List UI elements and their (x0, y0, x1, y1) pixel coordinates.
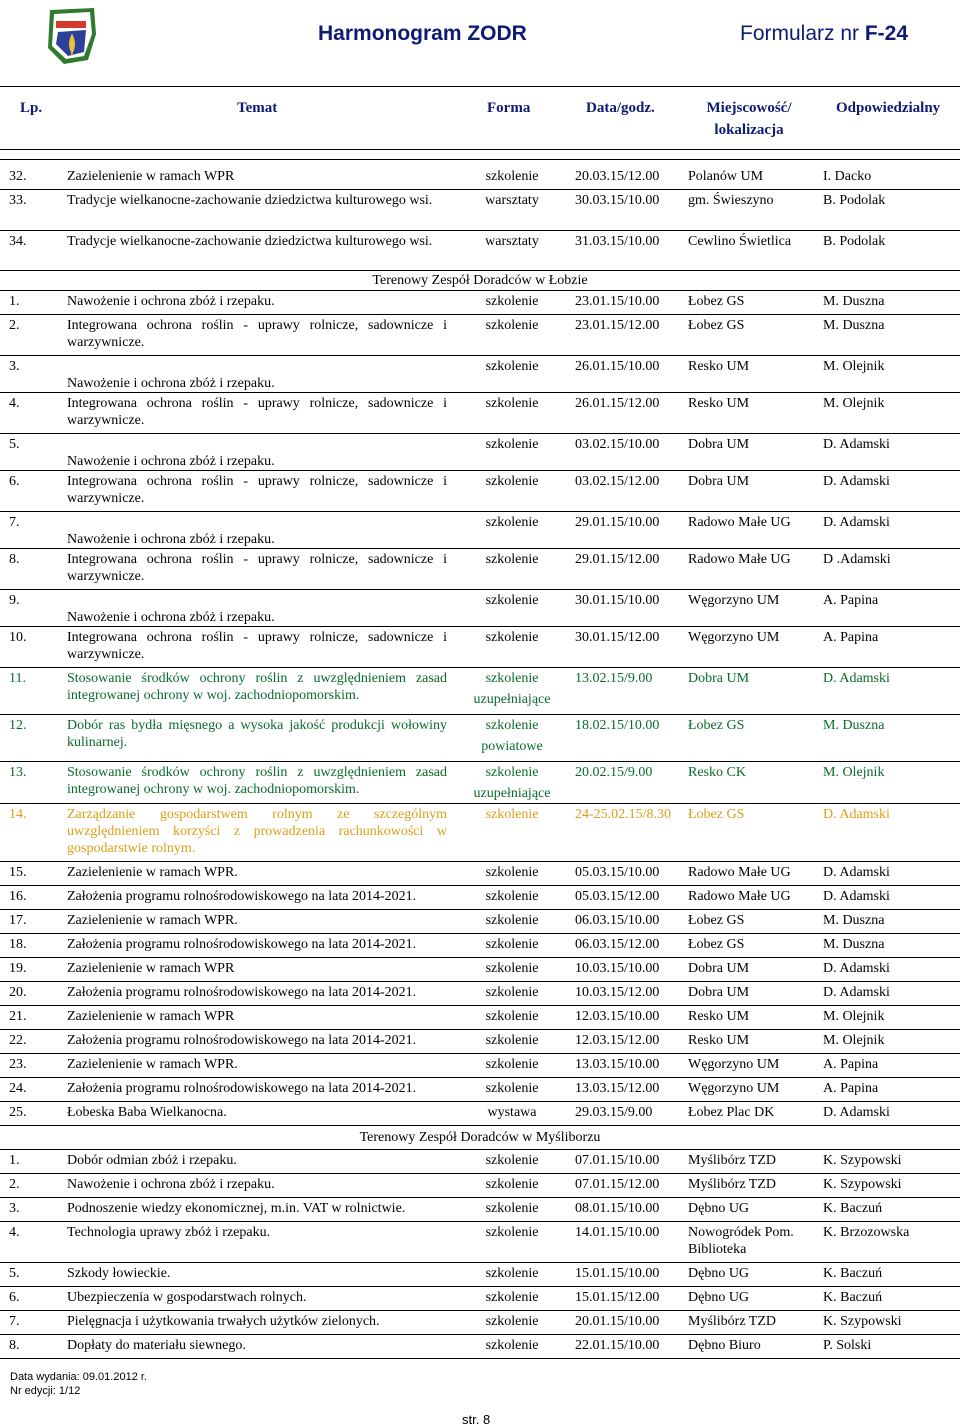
row-form: szkolenie (485, 1290, 539, 1305)
row-location: Myślibórz TZD (688, 1153, 777, 1168)
table-row (0, 512, 960, 549)
table-row (0, 291, 960, 315)
row-location: Dębno UG (688, 1266, 750, 1281)
row-topic: Integrowana ochrona roślin - uprawy rolnicze, sadownicze i warzywnicze. (67, 552, 447, 584)
row-topic: Pielęgnacja i użytkowania trwałych użytków zielonych. (67, 1314, 380, 1329)
row-topic: Zazielenienie w ramach WPR. (67, 865, 238, 880)
row-date: 05.03.15/12.00 (575, 889, 660, 904)
row-form: szkolenie (485, 515, 539, 530)
row-responsible: K. Baczuń (823, 1266, 883, 1281)
row-location: Nowogródek Pom. Biblioteka (688, 1225, 794, 1257)
table-row (0, 862, 960, 886)
table-row (0, 1287, 960, 1311)
row-lp: 6. (9, 474, 20, 489)
table-row (0, 590, 960, 627)
row-form: szkolenie (485, 865, 539, 880)
row-date: 03.02.15/12.00 (575, 474, 660, 489)
row-responsible: K. Szypowski (823, 1153, 902, 1168)
row-date: 29.01.15/10.00 (575, 515, 660, 530)
row-date: 29.03.15/9.00 (575, 1105, 653, 1120)
row-location: Węgorzyno UM (688, 1057, 780, 1072)
col-temat: Temat (237, 100, 278, 116)
row-location: Radowo Małe UG (688, 889, 791, 904)
row-date: 03.02.15/10.00 (575, 437, 660, 452)
row-form: szkolenie (485, 1201, 539, 1216)
row-lp: 17. (9, 913, 27, 928)
row-responsible: D. Adamski (823, 1105, 890, 1120)
row-lp: 33. (9, 193, 27, 208)
table-row (0, 434, 960, 471)
table-row (0, 934, 960, 958)
row-lp: 2. (9, 1177, 20, 1192)
row-lp: 5. (9, 437, 20, 452)
row-lp: 13. (9, 765, 27, 780)
row-location: Łobez GS (688, 937, 745, 952)
row-date: 13.02.15/9.00 (575, 671, 653, 686)
row-responsible: M. Duszna (823, 718, 885, 733)
row-location: Resko UM (688, 359, 750, 374)
section-heading-lobez: Terenowy Zespół Doradców w Łobzie (0, 271, 960, 291)
row-date: 10.03.15/10.00 (575, 961, 660, 976)
row-date: 13.03.15/12.00 (575, 1081, 660, 1096)
row-location: Dobra UM (688, 985, 750, 1000)
table-row (0, 166, 960, 190)
col-miejsce (704, 97, 794, 141)
table-row (0, 886, 960, 910)
row-topic: Zazielenienie w ramach WPR. (67, 1057, 238, 1072)
row-lp: 34. (9, 234, 27, 249)
row-responsible: M. Duszna (823, 913, 885, 928)
row-form: szkolenie (485, 1177, 539, 1192)
row-lp: 25. (9, 1105, 27, 1120)
row-lp: 10. (9, 630, 27, 645)
table-row (0, 715, 960, 762)
row-form: szkolenie (485, 913, 539, 928)
row-form: szkolenie uzupełniające (473, 671, 551, 707)
row-responsible: A. Papina (823, 1081, 879, 1096)
row-responsible: M. Olejnik (823, 359, 885, 374)
table-row (0, 1335, 960, 1359)
row-form: szkolenie (485, 593, 539, 608)
row-topic: Nawożenie i ochrona zbóż i rzepaku. (67, 610, 275, 625)
row-form: szkolenie (485, 937, 539, 952)
row-topic: Zazielenienie w ramach WPR. (67, 913, 238, 928)
row-form: warsztaty (485, 234, 539, 249)
col-miejsce-line2: lokalizacja (714, 122, 784, 138)
row-topic: Szkody łowieckie. (67, 1266, 171, 1281)
row-date: 12.03.15/12.00 (575, 1033, 660, 1048)
row-responsible: M. Duszna (823, 937, 885, 952)
row-date: 18.02.15/10.00 (575, 718, 660, 733)
table-row (0, 1030, 960, 1054)
row-form: szkolenie (485, 318, 539, 333)
row-lp: 8. (9, 1338, 20, 1353)
col-odp: Odpowiedzialny (836, 100, 941, 116)
form-code: F-24 (864, 22, 909, 45)
row-form: szkolenie powiatowe (481, 718, 543, 754)
row-form: szkolenie (485, 169, 539, 184)
table-row (0, 762, 960, 804)
row-topic: Dobór odmian zbóż i rzepaku. (67, 1153, 237, 1168)
header-spacer (0, 149, 960, 160)
row-date: 15.01.15/12.00 (575, 1290, 660, 1305)
table-row (0, 1078, 960, 1102)
page-header (0, 0, 960, 72)
row-location: Dobra UM (688, 474, 750, 489)
document-title: Harmonogram ZODR (318, 22, 527, 45)
row-location: Resko UM (688, 1033, 750, 1048)
row-topic: Zarządzanie gospodarstwem rolnym ze szczególnym uwzględnieniem korzyści z prowadzenia rachunkowości w gospodarstwie rolnym. (67, 807, 447, 856)
row-topic: Stosowanie środków ochrony roślin z uwzględnieniem zasad integrowanej ochrony w woj. zachodniopomorskim. (67, 765, 447, 797)
row-lp: 16. (9, 889, 27, 904)
row-date: 07.01.15/10.00 (575, 1153, 660, 1168)
row-responsible: M. Olejnik (823, 765, 885, 780)
row-topic: Założenia programu rolnośrodowiskowego na lata 2014-2021. (67, 889, 417, 904)
row-location: Węgorzyno UM (688, 630, 780, 645)
row-topic: Założenia programu rolnośrodowiskowego na lata 2014-2021. (67, 1081, 417, 1096)
row-lp: 23. (9, 1057, 27, 1072)
row-location: Myślibórz TZD (688, 1177, 777, 1192)
row-date: 06.03.15/12.00 (575, 937, 660, 952)
row-topic: Nawożenie i ochrona zbóż i rzepaku. (67, 454, 275, 469)
row-date: 29.01.15/12.00 (575, 552, 660, 567)
table-row (0, 356, 960, 393)
row-form: szkolenie (485, 474, 539, 489)
row-lp: 14. (9, 807, 27, 822)
row-responsible: A. Papina (823, 1057, 879, 1072)
col-data: Data/godz. (586, 100, 655, 116)
row-location: Dębno UG (688, 1201, 750, 1216)
row-responsible: K. Baczuń (823, 1290, 883, 1305)
row-topic: Nawożenie i ochrona zbóż i rzepaku. (67, 1177, 275, 1192)
row-topic: Integrowana ochrona roślin - uprawy rolnicze, sadownicze i warzywnicze. (67, 630, 447, 662)
row-lp: 19. (9, 961, 27, 976)
row-topic: Tradycje wielkanocne-zachowanie dziedzictwa kulturowego wsi. (67, 193, 433, 208)
row-form: szkolenie (485, 1225, 539, 1240)
row-lp: 3. (9, 1201, 20, 1216)
row-location: Łobez GS (688, 913, 745, 928)
row-form: szkolenie (485, 396, 539, 411)
row-location: Węgorzyno UM (688, 593, 780, 608)
row-lp: 20. (9, 985, 27, 1000)
row-form: szkolenie (485, 1009, 539, 1024)
row-date: 14.01.15/10.00 (575, 1225, 660, 1240)
table-row (0, 910, 960, 934)
row-responsible: D. Adamski (823, 865, 890, 880)
row-topic: Zazielenienie w ramach WPR (67, 1009, 235, 1024)
row-location: Dobra UM (688, 961, 750, 976)
row-date: 23.01.15/12.00 (575, 318, 660, 333)
row-location: Resko UM (688, 1009, 750, 1024)
row-topic: Technologia uprawy zbóż i rzepaku. (67, 1225, 271, 1240)
table-row (0, 1054, 960, 1078)
row-date: 30.01.15/12.00 (575, 630, 660, 645)
row-responsible: K. Szypowski (823, 1177, 902, 1192)
row-form: szkolenie (485, 985, 539, 1000)
table-row (0, 1006, 960, 1030)
row-location: Łobez GS (688, 318, 745, 333)
row-responsible: D. Adamski (823, 889, 890, 904)
row-form: szkolenie (485, 1266, 539, 1281)
row-date: 10.03.15/12.00 (575, 985, 660, 1000)
row-location: Łobez GS (688, 807, 745, 822)
row-responsible: K. Brzozowska (823, 1225, 910, 1240)
row-date: 15.01.15/10.00 (575, 1266, 660, 1281)
row-date: 23.01.15/10.00 (575, 294, 660, 309)
row-topic: Ubezpieczenia w gospodarstwach rolnych. (67, 1290, 307, 1305)
row-responsible: D. Adamski (823, 807, 890, 822)
row-form: szkolenie (485, 807, 539, 822)
row-date: 30.01.15/10.00 (575, 593, 660, 608)
schedule-table (0, 166, 960, 1359)
row-responsible: K. Szypowski (823, 1314, 902, 1329)
row-lp: 7. (9, 1314, 20, 1329)
table-row (0, 982, 960, 1006)
row-form: warsztaty (485, 193, 539, 208)
table-row (0, 471, 960, 512)
col-lp: Lp. (20, 100, 43, 116)
row-location: Resko CK (688, 765, 746, 780)
row-date: 26.01.15/12.00 (575, 396, 660, 411)
row-location: gm. Świeszyno (688, 193, 774, 208)
table-row (0, 315, 960, 356)
row-responsible: M. Olejnik (823, 1033, 885, 1048)
footer-info (10, 1370, 147, 1398)
table-row (0, 1222, 960, 1263)
table-row (0, 668, 960, 715)
row-topic: Nawożenie i ochrona zbóż i rzepaku. (67, 532, 275, 547)
row-location: Radowo Małe UG (688, 865, 791, 880)
row-lp: 1. (9, 294, 20, 309)
row-form: szkolenie (485, 552, 539, 567)
row-topic: Nawożenie i ochrona zbóż i rzepaku. (67, 376, 275, 391)
row-location: Cewlino Świetlica (688, 234, 792, 249)
table-row (0, 958, 960, 982)
section-heading-mysliborz: Terenowy Zespół Doradców w Myśliborzu (0, 1126, 960, 1150)
row-topic: Dopłaty do materiału siewnego. (67, 1338, 246, 1353)
row-responsible: B. Podolak (823, 234, 886, 249)
row-lp: 8. (9, 552, 20, 567)
table-row (0, 393, 960, 434)
row-responsible: K. Baczuń (823, 1201, 883, 1216)
row-form: szkolenie (485, 1033, 539, 1048)
row-lp: 4. (9, 396, 20, 411)
row-form: szkolenie (485, 630, 539, 645)
row-location: Dobra UM (688, 671, 750, 686)
row-lp: 21. (9, 1009, 27, 1024)
row-location: Radowo Małe UG (688, 515, 791, 530)
edition-number: Nr edycji: 1/12 (10, 1385, 81, 1397)
row-date: 20.02.15/9.00 (575, 765, 653, 780)
row-date: 05.03.15/10.00 (575, 865, 660, 880)
row-topic: Zazielenienie w ramach WPR (67, 961, 235, 976)
row-date: 20.01.15/10.00 (575, 1314, 660, 1329)
row-form: szkolenie uzupełniające (473, 765, 551, 801)
row-lp: 7. (9, 515, 20, 530)
col-miejsce-line1: Miejscowość/ (706, 100, 792, 116)
row-responsible: I. Dacko (823, 169, 872, 184)
table-row (0, 804, 960, 862)
row-form: szkolenie (485, 1081, 539, 1096)
row-topic: Stosowanie środków ochrony roślin z uwzględnieniem zasad integrowanej ochrony w woj. zachodniopomorskim. (67, 671, 447, 703)
row-location: Łobez GS (688, 718, 745, 733)
row-date: 12.03.15/10.00 (575, 1009, 660, 1024)
row-location: Dębno UG (688, 1290, 750, 1305)
row-location: Węgorzyno UM (688, 1081, 780, 1096)
column-header (0, 86, 960, 150)
row-form: szkolenie (485, 1153, 539, 1168)
row-responsible: D. Adamski (823, 961, 890, 976)
row-form: wystawa (487, 1105, 537, 1120)
table-row (0, 1263, 960, 1287)
row-date: 30.03.15/10.00 (575, 193, 660, 208)
table-row (0, 1311, 960, 1335)
row-lp: 22. (9, 1033, 27, 1048)
row-topic: Założenia programu rolnośrodowiskowego na lata 2014-2021. (67, 985, 417, 1000)
row-lp: 32. (9, 169, 27, 184)
row-lp: 18. (9, 937, 27, 952)
row-responsible: D .Adamski (823, 552, 891, 567)
row-lp: 24. (9, 1081, 27, 1096)
row-responsible: M. Duszna (823, 294, 885, 309)
row-responsible: D. Adamski (823, 985, 890, 1000)
row-form: szkolenie (485, 437, 539, 452)
row-lp: 6. (9, 1290, 20, 1305)
row-topic: Tradycje wielkanocne-zachowanie dziedzictwa kulturowego wsi. (67, 234, 433, 249)
row-date: 31.03.15/10.00 (575, 234, 660, 249)
table-row (0, 190, 960, 231)
row-responsible: D. Adamski (823, 515, 890, 530)
row-date: 08.01.15/10.00 (575, 1201, 660, 1216)
row-lp: 12. (9, 718, 27, 733)
row-responsible: M. Duszna (823, 318, 885, 333)
row-date: 07.01.15/12.00 (575, 1177, 660, 1192)
row-date: 13.03.15/10.00 (575, 1057, 660, 1072)
row-date: 26.01.15/10.00 (575, 359, 660, 374)
issue-date: Data wydania: 09.01.2012 r. (10, 1371, 147, 1383)
row-topic: Założenia programu rolnośrodowiskowego na lata 2014-2021. (67, 937, 417, 952)
table-row (0, 231, 960, 271)
row-lp: 3. (9, 359, 20, 374)
row-location: Radowo Małe UG (688, 552, 791, 567)
row-location: Łobez Plac DK (688, 1105, 775, 1120)
row-topic: Integrowana ochrona roślin - uprawy rolnicze, sadownicze i warzywnicze. (67, 318, 447, 350)
row-location: Dębno Biuro (688, 1338, 761, 1353)
row-form: szkolenie (485, 359, 539, 374)
row-topic: Zazielenienie w ramach WPR (67, 169, 235, 184)
table-row (0, 1150, 960, 1174)
row-topic: Integrowana ochrona roślin - uprawy rolnicze, sadownicze i warzywnicze. (67, 396, 447, 428)
table-row (0, 627, 960, 668)
row-lp: 4. (9, 1225, 20, 1240)
row-responsible: P. Solski (823, 1338, 872, 1353)
row-responsible: A. Papina (823, 630, 879, 645)
zodr-logo-icon (44, 4, 100, 66)
row-form: szkolenie (485, 294, 539, 309)
row-form: szkolenie (485, 889, 539, 904)
row-lp: 15. (9, 865, 27, 880)
row-form: szkolenie (485, 1057, 539, 1072)
table-row (0, 1198, 960, 1222)
row-lp: 5. (9, 1266, 20, 1281)
row-topic: Łobeska Baba Wielkanocna. (67, 1105, 227, 1120)
row-responsible: A. Papina (823, 593, 879, 608)
col-forma: Forma (487, 100, 531, 116)
row-form: szkolenie (485, 1338, 539, 1353)
row-location: Łobez GS (688, 294, 745, 309)
table-row (0, 1174, 960, 1198)
row-location: Resko UM (688, 396, 750, 411)
row-lp: 1. (9, 1153, 20, 1168)
row-responsible: D. Adamski (823, 671, 890, 686)
row-responsible: D. Adamski (823, 437, 890, 452)
row-form: szkolenie (485, 1314, 539, 1329)
row-location: Dobra UM (688, 437, 750, 452)
row-topic: Dobór ras bydła mięsnego a wysoka jakość produkcji wołowiny kulinarnej. (67, 718, 447, 750)
row-topic: Nawożenie i ochrona zbóż i rzepaku. (67, 294, 275, 309)
table-row (0, 549, 960, 590)
row-lp: 9. (9, 593, 20, 608)
row-responsible: D. Adamski (823, 474, 890, 489)
form-number (740, 22, 908, 46)
row-location: Polanów UM (688, 169, 764, 184)
page-number: str. 8 (462, 1412, 491, 1427)
row-lp: 2. (9, 318, 20, 333)
row-form: szkolenie (485, 961, 539, 976)
row-date: 06.03.15/10.00 (575, 913, 660, 928)
row-topic: Integrowana ochrona roślin - uprawy rolnicze, sadownicze i warzywnicze. (67, 474, 447, 506)
table-row (0, 1102, 960, 1126)
row-date: 24-25.02.15/8.30 (575, 807, 672, 822)
row-topic: Założenia programu rolnośrodowiskowego na lata 2014-2021. (67, 1033, 417, 1048)
form-prefix: Formularz nr (740, 22, 865, 45)
row-date: 20.03.15/12.00 (575, 169, 660, 184)
row-location: Myślibórz TZD (688, 1314, 777, 1329)
row-responsible: M. Olejnik (823, 1009, 885, 1024)
row-date: 22.01.15/10.00 (575, 1338, 660, 1353)
row-lp: 11. (9, 671, 26, 686)
row-responsible: M. Olejnik (823, 396, 885, 411)
row-responsible: B. Podolak (823, 193, 886, 208)
row-topic: Podnoszenie wiedzy ekonomicznej, m.in. VAT w rolnictwie. (67, 1201, 406, 1216)
